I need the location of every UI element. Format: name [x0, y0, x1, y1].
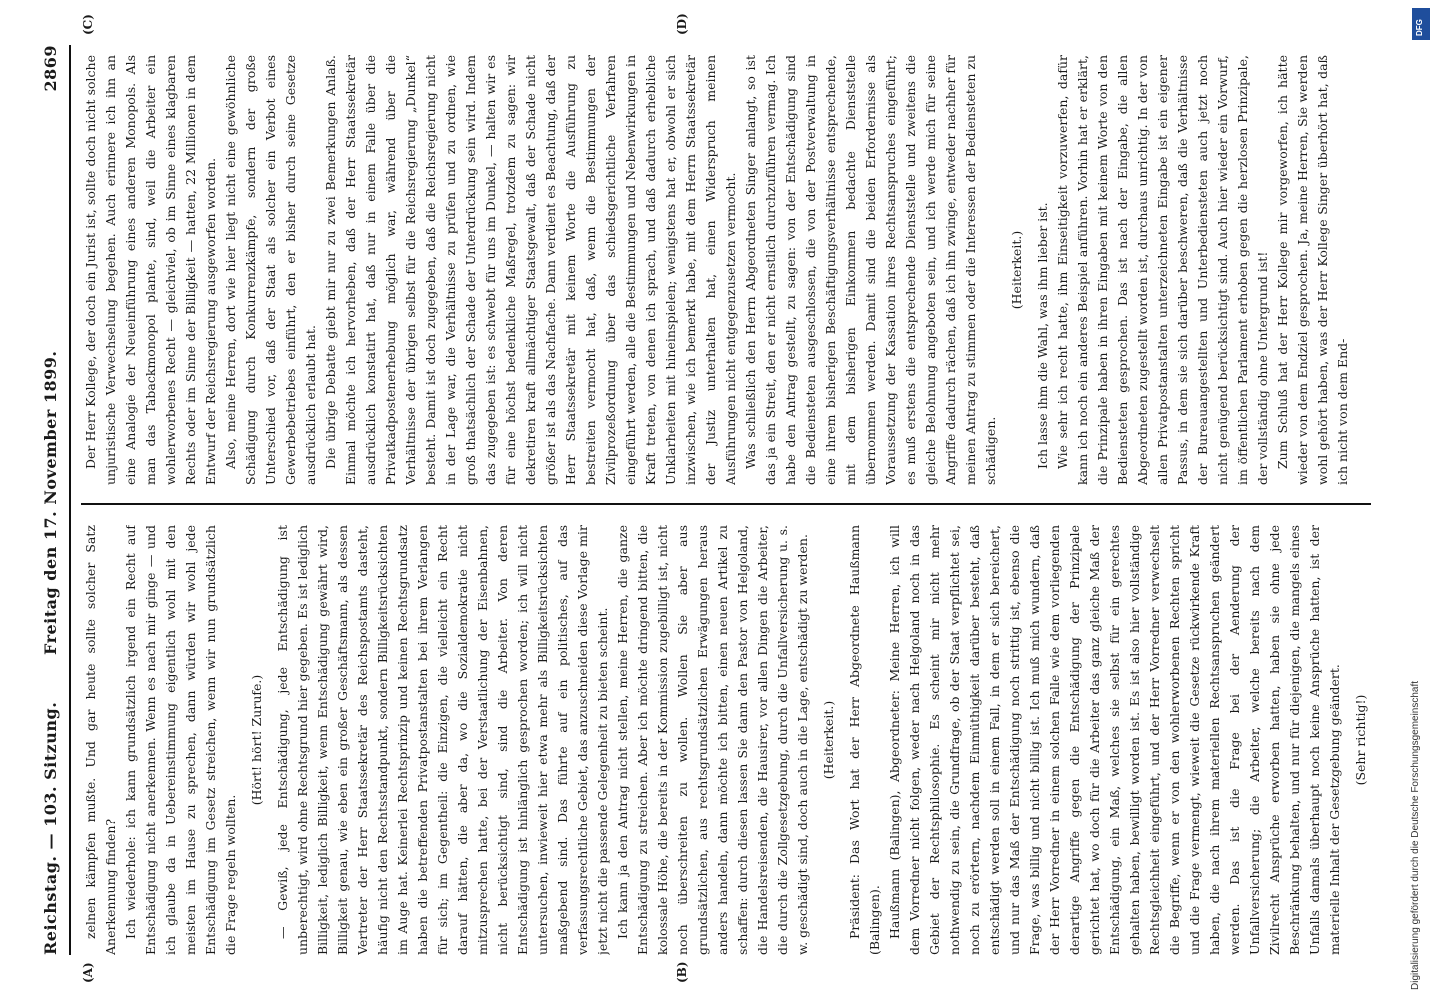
- paragraph: Ich lasse ihm die Wahl, was ihm lieber ist.: [1035, 202, 1050, 469]
- paragraph: zelnen kämpfen mußte. Und gar heute sollte solcher Satz Anerkennung finden?: [83, 525, 118, 955]
- interjection: (Sehr richtig!): [1353, 694, 1368, 786]
- digitization-note: [1410, 10, 1430, 990]
- header-rule: [69, 45, 71, 955]
- paragraph: Ich kann ja den Antrag nicht stellen, meine Herren, die ganze Entschädigung zu streichen. Aber ich möchte dringend bitten, die kolossale Höhe, die bereits in der Kommission zugebilligt ist, nicht noch überschreiten zu wollen. Wollen Sie aber aus grundsätzlichen, aus rechtsgrundsätzlichen Erwägungen heraus anders handeln, dann möchte ich bitten, einen neuen Artikel zu schaffen: durch diesen lassen Sie dann den Pastor von Helgoland, die Handelsreisenden, die Hausirer, vor allen Dingen die Arbeiter, die durch die Zollgesetzgebung, durch die Unfallversicherung u. s. w. geschädigt sind, doch auch in die Lage, entschädigt zu werden.: [615, 525, 810, 955]
- speaker-paragraph: Haußmann (Balingen), Abgeordneter: Meine Herren, ich will dem Vorredner nicht folgen, weder nach Helgoland noch in das Gebiet der Rechtsphilosophie. Es scheint mir nicht mehr nothwendig zu sein, die Grundfrage, ob der Staat verpflichtet sei, noch zu erörtern, nachdem Einmüthigkeit darüber besteht, daß entschädigt werden soll in einem Fall, in dem er sich bereichert, und nur das Maß der Entschädigung noch strittig ist, ebenso die Frage, was billig und nicht billig ist. Ich muß mich wundern, daß der Herr Vorredner in einem solchen Falle wie dem vorliegenden derartige Angriffe gegen die Entschädigung der Prinzipale gerichtet hat, wo doch für die Arbeiter das ganz gleiche Maß der Entschädigung, ein Maß, welches sie selbst für ein gerechtes gehalten haben, bewilligt worden ist. Es ist also hier vollständige Rechtsgleichheit eingeführt, und der Herr Vorredner verwechselt die Begriffe, wenn er von den wohlerworbenen Rechten spricht und die Frage vermengt, wieweit die Gesetze rückwirkende Kraft haben, die nach ihrem materiellen Rechtsanspruchen geändert werden. Das ist die Frage bei der Aenderung der Unfallversicherung; die Arbeiter, welche bereits nach dem Zivilrecht Ansprüche erworben hatten, haben sie ohne jede Beschränkung behalten, und nur für diejenigen, die mangels eines Unfalls damals überhaupt noch keine Ansprüche hatten, ist der materielle Inhalt der Gesetzgebung geändert.: [887, 525, 1342, 955]
- digitization-note-text: Digitalisierung gefördert durch die Deutsche Forschungsgemeinschaft: [1410, 680, 1421, 990]
- dfg-logo: [1412, 8, 1430, 40]
- dfg-logo-text: DFG: [1415, 19, 1424, 36]
- interjection: (Heiterkeit.): [1009, 230, 1024, 310]
- paragraph: Zum Schluß hat der Herr Kollege mir vorgeworfen, ich hätte wieder von dem Endziel gesprochen. Ja, meine Herren, Sie werden wohl gehört haben, was der Herr Kollege Singer überhört hat, daß ich nicht von dem End-: [1275, 55, 1350, 485]
- header-session: Reichstag. — 103. Sitzung.: [41, 701, 60, 955]
- interjection: (Heiterkeit.): [821, 700, 836, 780]
- paragraph: Ich wiederhole: ich kann grundsätzlich irgend ein Recht auf Entschädigung nicht anerkennen. Wenn es nach mir ginge — und ich glaube da in Uebereinstimmung eigentlich wohl mit den meisten im Hause zu sprechen, dann würden wir wohl jede Entschädigung im Gesetz streichen, wenn wir nun grundsätzlich die Frage regeln wollten.: [123, 525, 238, 955]
- page-number: 2869: [41, 45, 60, 92]
- margin-mark-c: (C): [81, 14, 95, 35]
- paragraph: — Gewiß, jede Entschädigung, jede Entschädigung ist unberechtigt, wird ohne Rechtsgrund hier gegeben. Es ist lediglich Billigkeit, lediglich Billigkeit, wenn Entschädigung gewährt wird, Billigkeit genau, wie eben ein großer Geschäftsmann, als dessen Vertreter der Herr Staatssekretär des Reichspostamts dasteht, häufig nicht den Rechtsstandpunkt, sondern Billigkeitsrücksichten im Auge hat. Keinerlei Rechtsprinzip und keinen Rechtsgrundsatz haben die betreffenden Privatpostanstalten bei ihrem Verlangen für sich; im Gegentheil: die Einzigen, die vielleicht ein Recht darauf hätten, die aber da, wo die Sozialdemokratie nicht mitzusprechen hatte, bei der Verstaatlichung der Eisenbahnen, nicht berücksichtigt sind, sind die Arbeiter. Von deren Entschädigung ist hinlänglich gesprochen worden; ich will nicht untersuchen, inwieweit hier etwa mehr als Billigkeitsrücksichten maßgebend sind. Das führte auf ein politisches, auf das verfassungsrechtliche Gebiet, das anzuschneiden diese Vorlage mir jetzt nicht die passende Gelegenheit zu bieten scheint.: [275, 525, 610, 955]
- newspaper-page: [35, 13, 1380, 983]
- paragraph: Die übrige Debatte giebt mir nur zu zwei Bemerkungen Anlaß. Einmal möchte ich hervorheben, daß der Herr Staatssekretär ausdrücklich konstatirt hat, daß nur in einem Falle über die Privatkadpostenerhebung möglich war, während über die Verhältnisse der übrigen selbst für die Reichsregierung „Dunkel“ besteht. Damit ist doch zugegeben, daß die Reichsregierung nicht in der Lage war, die Verhältnisse zu prüfen und zu ordnen, wie groß thatsächlich der Schade der Unterdrückung sein wird. Indem das zugegeben ist: es schwebt für uns im Dunkel, — halten wir es für eine höchst bedenkliche Maßregel, trotzdem zu sagen: wir dekretiren kraft allmächtiger Staatsgewalt, daß der Schade nicht größer ist als das Nachfache. Dann verdient es Beachtung, daß der Herr Staatssekretär mit keinem Worte die Ausführung zu bestreiten vermocht hat, daß, wenn die Bestimmungen der Zivilprozeßordnung über das schiedsgerichtliche Verfahren eingeführt werden, alle die Bestimmungen und Nebenwirkungen in Kraft treten, von denen ich sprach, und daß dadurch erhebliche Unklarheiten mit hineinspielen; wenigstens hat er, obwohl er sich inzwischen, wie ich bemerkt habe, mit dem Herrn Staatssekretär der Justiz unterhalten hat, einen Widerspruch meinen Ausführungen nicht entgegenzusetzen vermocht.: [323, 55, 738, 485]
- margin-mark-a: (A): [81, 962, 95, 983]
- interjection: (Hört! hört! Zurufe.): [249, 674, 264, 806]
- speaker-paragraph: Präsident: Das Wort hat der Herr Abgeordnete Haußmann (Balingen).: [847, 525, 882, 955]
- column-divider: [81, 503, 1371, 505]
- page-header: [35, 45, 65, 955]
- paragraph: Der Herr Kollege, der doch ein Jurist ist, sollte doch nicht solche unjuristische Verwechselung begehen. Auch erinnere ich ihn an eine Analogie der Neueinführung eines anderen Monopols. Als man das Tabackmonopol plante, sind, weil die Arbeiter ein wohlerworbenes Recht — gleichviel, ob im Sinne eines klagbaren Rechts oder im Sinne der Billigkeit — hatten, 22 Millionen in dem Entwurf der Reichsregierung ausgeworfen worden.: [83, 55, 218, 485]
- header-date: Freitag den 17. November 1899.: [41, 350, 60, 655]
- margin-mark-d: (D): [675, 13, 689, 35]
- right-column: [81, 55, 1371, 485]
- left-column: [81, 525, 1371, 955]
- paragraph: Wie sehr ich recht hatte, ihm Einseitigkeit vorzuwerfen, dafür kann ich noch ein anderes Beispiel anführen. Vorhin hat er erklärt, die Prinzipale haben in ihren Eingaben mit keinem Worte von den Bediensteten gesprochen. Das ist nach der Eingabe, die allen Abgeordneten zugestellt worden ist, durchaus unrichtig. In der von allen Privatpostanstalten unterzeichneten Eingabe ist ein eigener Passus, in dem sie sich darüber beschweren, daß die Verhältnisse der Bureauangestellten und Unterbediensteten auch jetzt noch nicht genügend berücksichtigt sind. Auch hier wieder ein Vorwurf, im öffentlichen Parlament erhoben gegen die herzlosen Prinzipale, der vollständig ohne Untergrund ist!: [1055, 55, 1270, 485]
- paragraph: Also, meine Herren, dort wie hier liegt nicht eine gewöhnliche Schädigung durch Konkurrenzkämpfe, sondern der große Unterschied vor, daß der Staat als solcher ein Verbot eines Gewerbebetriebes einführt, den er bisher durch seine Gesetze ausdrücklich erlaubt hat.: [223, 55, 318, 485]
- paragraph: Was schließlich den Herrn Abgeordneten Singer anlangt, so ist das ja ein Streit, den er nicht ernstlich durchzuführen vermag. Ich habe den Antrag gestellt, zu sagen: von der Entschädigung sind die Bediensteten ausgeschlossen, die von der Postverwaltung in eine ihrem bisherigen Beschäftigungsverhältnisse entsprechende, mit dem bisherigen Einkommen bedachte Dienststelle übernommen werden. Damit sind die beiden Erfordernisse als Voraussetzung der Kassation ihres Rechtsanspruches eingeführt; es muß erstens die entsprechende Dienststelle und zweitens die gleiche Belohnung angeboten sein, und ich werde mich für seine Angriffe dadurch rächen, daß ich ihn zwinge, entweder nachher für meinen Antrag zu stimmen oder die Interessen der Bediensteten zu schädigen.: [743, 55, 998, 485]
- margin-mark-b: (B): [675, 961, 689, 983]
